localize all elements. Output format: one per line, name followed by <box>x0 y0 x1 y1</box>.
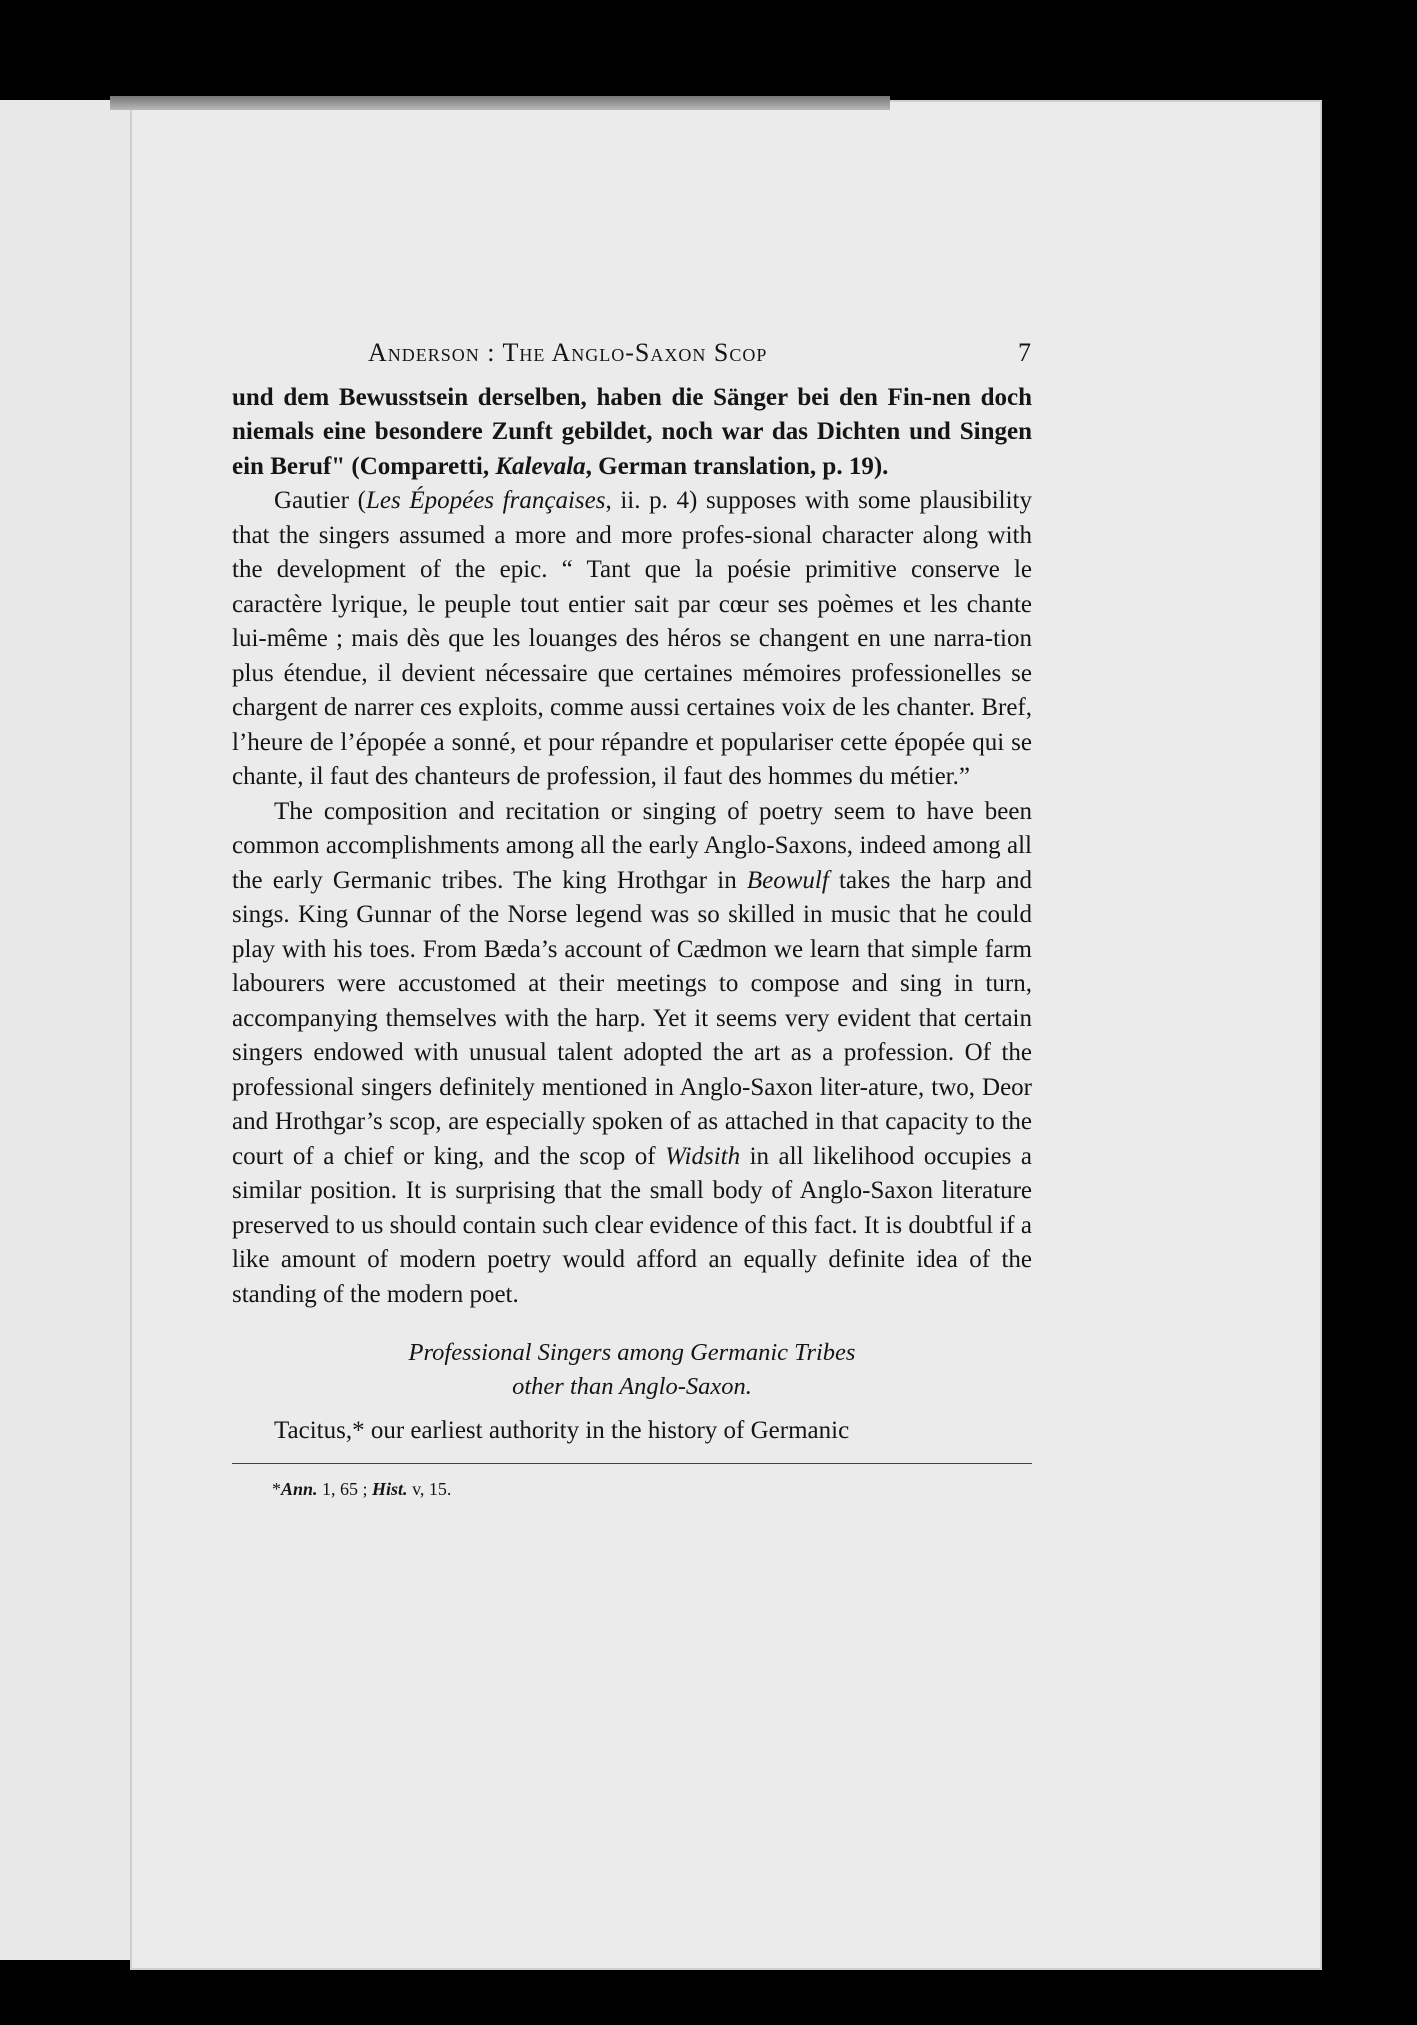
text-segment: , German translation, p. 19). <box>585 452 889 480</box>
running-head-title: Anderson : The Anglo-Saxon Scop <box>368 338 768 367</box>
page-text-block <box>232 336 1032 1502</box>
page-top-edge <box>110 96 890 110</box>
italic-title: Widsith <box>665 1142 741 1170</box>
footnote-ref-2: v, 15. <box>407 1479 452 1499</box>
footnote-abbr-hist: Hist. <box>372 1479 408 1499</box>
section-heading-line-1: Professional Singers among Germanic Tribes <box>408 1339 856 1366</box>
footnote <box>272 1476 1032 1502</box>
running-head <box>368 336 1032 371</box>
italic-title: Beowulf <box>746 866 829 894</box>
italic-title: Kalevala <box>495 452 586 480</box>
text-segment: The composition and recitation or singing of poetry seem to have been common accomplishments among all the early Anglo-Saxons, indeed among all the early Germanic tribes. The king Hrothgar in <box>232 797 1032 894</box>
text-segment: und dem Bewusstsein derselben, haben die Sänger bei den Fin-nen doch niemals eine besondere Zunft gebildet, noch war das Dichten und Singen ein Beruf" (Comparetti, <box>232 383 1032 480</box>
adjacent-page-edge <box>0 100 138 1960</box>
footnote-marker: * <box>272 1479 281 1499</box>
text-segment: takes the harp and sings. King Gunnar of the Norse legend was so skilled in music that he could play with his toes. From Bæda’s account of Cædmon we learn that simple farm labourers were accustomed at their meetings to compose and sing in turn, accompanying themselves with the harp. Yet it seems very evident that certain singers endowed with unusual talent adopted the art as a profession. Of the professional singers definitely mentioned in Anglo-Saxon liter-ature, two, Deor and Hrothgar’s scop, are especially spoken of as attached in that capacity to the court of a chief or king, and the scop of <box>232 866 1032 1170</box>
footnote-rule <box>232 1463 1032 1464</box>
text-segment: Gautier ( <box>274 487 366 514</box>
text-segment: in all likelihood occupies a similar position. It is surprising that the small body of Anglo-Saxon literature preserved to us should contain such clear evidence of this fact. It is doubtful if a like amount of modern poetry would afford an equally definite idea of the standing of the modern poet. <box>232 1142 1032 1308</box>
paragraph-composition <box>232 795 1032 1313</box>
paragraph-tacitus: Tacitus,* our earliest authority in the history of Germanic <box>274 1417 850 1444</box>
paragraph-gautier <box>232 484 1032 795</box>
section-heading <box>232 1336 1032 1404</box>
footnote-abbr-ann: Ann. <box>281 1479 318 1499</box>
text-segment: , ii. p. 4) supposes with some plausibility that the singers assumed a more and more profes-sional character along with the development of the epic. “ Tant que la poésie primitive conserve le caractère lyrique, le peuple tout entier sait par cœur ses poèmes et les chante lui-même ; mais dès que les louanges des héros se changent en une narra-tion plus étendue, il devient nécessaire que certaines mémoires professionelles se chargent de narrer ces exploits, comme aussi certaines voix de les chanter. Bref, l’heure de l’épopée a sonné, et pour répandre et populariser cette épopée qui se chante, il faut des chanteurs de profession, il faut des hommes du métier.” <box>232 487 1032 790</box>
footnote-ref-1: 1, 65 ; <box>317 1479 373 1499</box>
paragraph-continuation <box>232 381 1032 485</box>
italic-title: Les Épopées françaises <box>365 487 606 514</box>
page-number: 7 <box>1018 338 1032 367</box>
section-heading-line-2: other than Anglo-Saxon. <box>512 1373 752 1400</box>
